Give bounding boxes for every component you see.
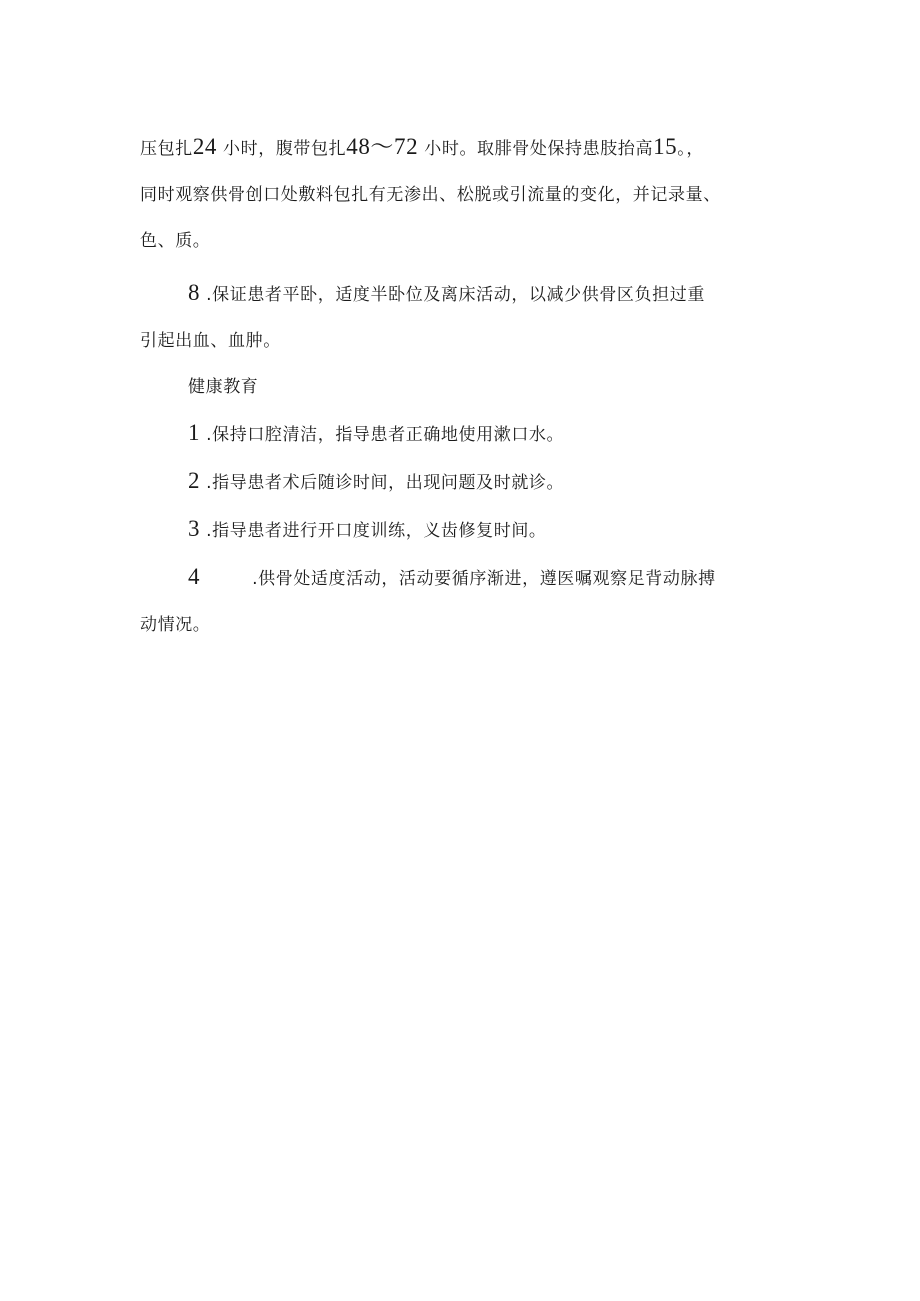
- number-24: 24: [192, 134, 218, 159]
- health-item-4-line-2: 动情况。: [140, 615, 211, 635]
- text-fragment: 小时，腹带包扎: [223, 139, 347, 159]
- item-number: 4: [188, 564, 201, 589]
- health-item-1: [140, 410, 800, 458]
- text-fragment: 压包扎: [140, 139, 193, 159]
- health-item-3: [140, 506, 800, 554]
- item-text: .指导患者术后随诊时间，出现问题及时就诊。: [206, 473, 565, 493]
- health-item-2: [140, 458, 800, 506]
- number-range: 48～72: [346, 134, 419, 159]
- item-text: .保持口腔清洁，指导患者正确地使用漱口水。: [206, 425, 565, 445]
- document-body: [140, 124, 800, 648]
- item-number: 1: [188, 420, 201, 445]
- continued-paragraph-line-1: [140, 124, 800, 172]
- item-8-line-1: [140, 270, 800, 318]
- item-number: 8: [188, 280, 201, 305]
- item-8-line-2: 引起出血、血肿。: [140, 331, 281, 351]
- text-fragment: 。，: [677, 139, 704, 159]
- item-number: 2: [188, 468, 201, 493]
- section-heading: 健康教育: [188, 377, 259, 397]
- health-item-4-line-1: [140, 554, 800, 602]
- continued-paragraph-line-3: 色、质。: [140, 231, 211, 251]
- item-text: .供骨处适度活动，活动要循序渐进，遵医嘱观察足背动脉搏: [252, 569, 716, 589]
- number-15: 15: [653, 134, 678, 159]
- text-fragment: 小时。取腓骨处保持患肢抬高: [424, 139, 654, 159]
- item-text: .保证患者平卧，适度半卧位及离床活动，以减少供骨区负担过重: [206, 285, 705, 305]
- item-number: 3: [188, 516, 201, 541]
- continued-paragraph-line-2: 同时观察供骨创口处敷料包扎有无渗出、松脱或引流量的变化，并记录量、: [140, 185, 721, 205]
- item-text: .指导患者进行开口度训练，义齿修复时间。: [206, 521, 547, 541]
